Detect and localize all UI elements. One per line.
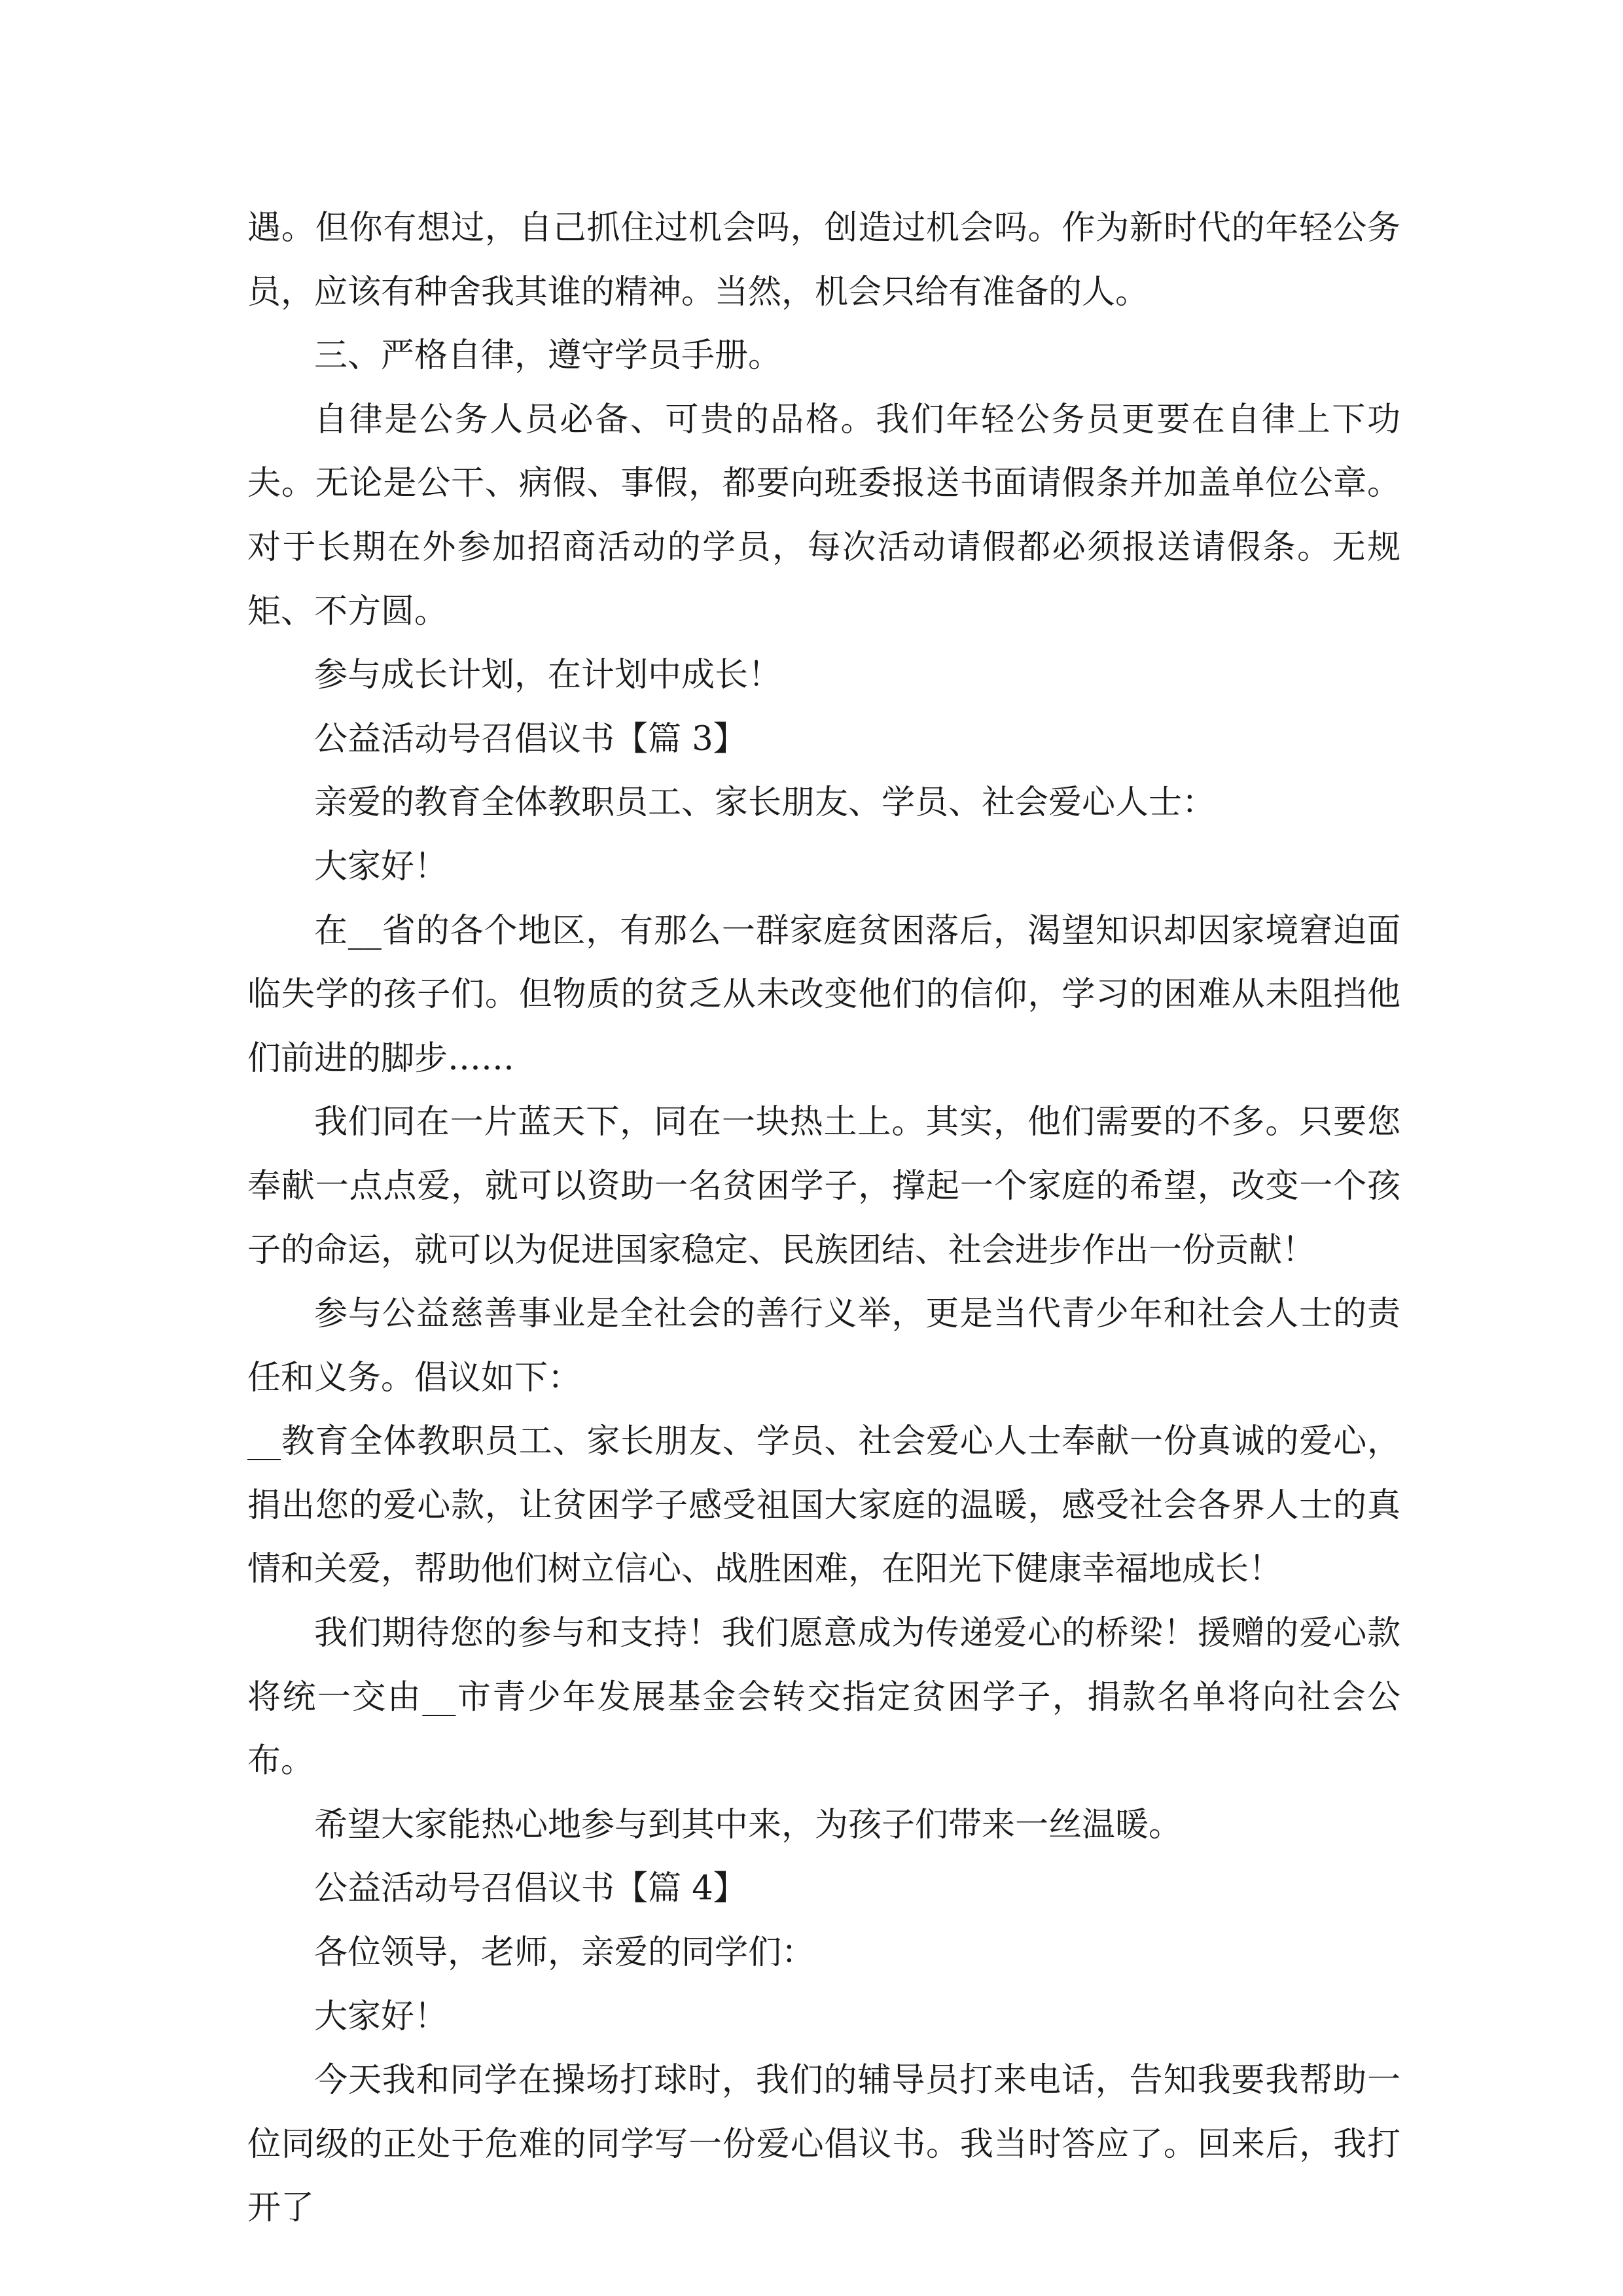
paragraph-continuation: 遇。但你有想过，自己抓住过机会吗，创造过机会吗。作为新时代的年轻公务员，应该有种舍我其谁的精神。当然，机会只给有准备的人。 xyxy=(247,209,1400,312)
greeting: 大家好！ xyxy=(314,847,448,886)
paragraph-today: 今天我和同学在操场打球时，我们的辅导员打来电话，告知我要我帮助一位同级的正处于危难的同学写一份爱心倡议书。我当时答应了。回来后，我打开了 xyxy=(247,2061,1400,2228)
article-title-part-3: 公益活动号召倡议书【篇 3】 xyxy=(314,719,747,759)
paragraph-growth-plan: 参与成长计划，在计划中成长！ xyxy=(314,656,782,695)
paragraph-proposal: __教育全体教职员工、家长朋友、学员、社会爱心人士奉献一份真诚的爱心，捐出您的爱心款，让贫困学子感受祖国大家庭的温暖，感受社会各界人士的真情和关爱，帮助他们树立信心、战胜困难，在阳光下健康幸福地成长！ xyxy=(247,1422,1400,1589)
section-heading-3: 三、严格自律，遵守学员手册。 xyxy=(314,336,782,376)
paragraph-hope: 希望大家能热心地参与到其中来，为孩子们带来一丝温暖。 xyxy=(314,1805,1183,1844)
paragraph-children: 在__省的各个地区，有那么一群家庭贫困落后，渴望知识却因家境窘迫面临失学的孩子们。但物质的贫乏从未改变他们的信仰，学习的困难从未阻挡他们前进的脚步…… xyxy=(247,911,1400,1078)
paragraph-self-discipline: 自律是公务人员必备、可贵的品格。我们年轻公务员更要在自律上下功夫。无论是公干、病假、事假，都要向班委报送书面请假条并加盖单位公章。对于长期在外参加招商活动的学员，每次活动请假都必须报送请假条。无规矩、不方圆。 xyxy=(247,400,1400,631)
salutation: 亲爱的教育全体教职员工、家长朋友、学员、社会爱心人士： xyxy=(314,783,1216,823)
salutation-2: 各位领导，老师，亲爱的同学们： xyxy=(314,1933,815,1973)
greeting-2: 大家好！ xyxy=(314,1997,448,2036)
article-title-part-4: 公益活动号召倡议书【篇 4】 xyxy=(314,1869,747,1909)
paragraph-support: 我们期待您的参与和支持！我们愿意成为传递爱心的桥梁！援赠的爱心款将统一交由__市青少年发展基金会转交指定贫困学子，捐款名单将向社会公布。 xyxy=(247,1614,1400,1781)
paragraph-blue-sky: 我们同在一片蓝天下，同在一块热土上。其实，他们需要的不多。只要您奉献一点点爱，就可以资助一名贫困学子，撑起一个家庭的希望，改变一个孩子的命运，就可以为促进国家稳定、民族团结、社会进步作出一份贡献！ xyxy=(247,1103,1400,1270)
document-body xyxy=(247,196,1400,2240)
paragraph-charity: 参与公益慈善事业是全社会的善行义举，更是当代青少年和社会人士的责任和义务。倡议如下： xyxy=(247,1295,1400,1397)
